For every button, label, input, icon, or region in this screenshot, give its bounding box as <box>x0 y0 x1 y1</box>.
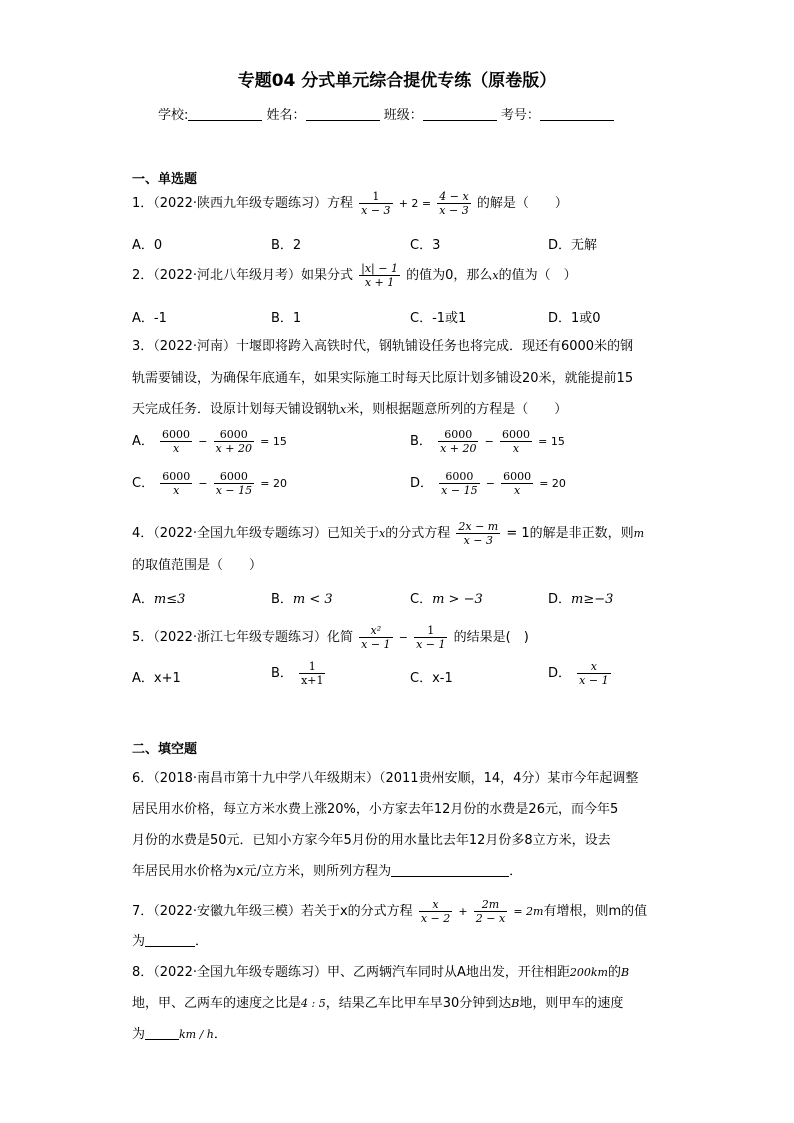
q1-option-b[interactable]: B．2 <box>271 238 302 253</box>
school-blank[interactable] <box>188 108 262 121</box>
name-label: 姓名： <box>266 108 306 123</box>
q6-answer-blank[interactable] <box>391 864 509 877</box>
q1-option-a[interactable]: A．0 <box>132 238 163 253</box>
question-6-line-2: 居民用水价格，每立方米水费上涨20%，小方家去年12月份的水费是26元，而今年5 <box>132 802 619 817</box>
fraction: $\frac{|x| - 1}{x + 1}$ <box>361 262 398 289</box>
school-label: 学校: <box>158 108 189 123</box>
question-4-line-1: 4．（2022·全国九年级专题练习）已知关于x的分式方程 $\frac{2x - m}{x - 3}$ = 1的解是非正数，则m <box>132 520 645 547</box>
q2-option-d[interactable]: D．1或0 <box>548 311 601 326</box>
q5-option-d[interactable]: D． $\frac{x}{x - 1}$ <box>548 660 609 687</box>
student-info-line <box>158 104 614 123</box>
q5-option-a[interactable]: A．x+1 <box>132 671 181 686</box>
section-heading-fill-in: 二、填空题 <box>132 742 198 757</box>
name-blank[interactable] <box>306 108 380 121</box>
q4-option-c[interactable]: C．m > −3 <box>410 592 483 607</box>
question-6-line-1: 6．（2018·南昌市第十九中学八年级期末）（2011贵州安顺，14，4分）某市今年起调整 <box>132 771 639 786</box>
q7-answer-blank[interactable] <box>145 934 195 947</box>
q4-option-a[interactable]: A．m≤3 <box>132 592 186 607</box>
section-heading-single-choice: 一、单选题 <box>132 172 198 187</box>
number-blank[interactable] <box>540 108 614 121</box>
q2-option-c[interactable]: C．-1或1 <box>410 311 467 326</box>
class-label: 班级： <box>383 108 423 123</box>
fraction: $\frac{4 - x}{x - 3}$ <box>439 190 469 217</box>
question-2: 2．（2022·河北八年级月考）如果分式 $\frac{|x| - 1}{x + 1}$ 的值为0，那么x的值为（ ） <box>132 262 577 289</box>
number-label: 考号： <box>500 108 540 123</box>
q3-option-d[interactable]: D． $\frac{6000}{x - 15}$ − $\frac{6000}{x}$ = 20 <box>410 470 566 497</box>
q3-option-c[interactable]: C． $\frac{6000}{x}$ − $\frac{6000}{x - 15}$ = 20 <box>132 470 287 497</box>
question-1: 1．（2022·陕西九年级专题练习）方程 $\frac{1}{x - 3}$ + 2 = $\frac{4 - x}{x - 3}$ 的解是（ ） <box>132 190 568 217</box>
q5-option-b[interactable]: B． $\frac{1}{x+1}$ <box>271 660 324 687</box>
question-7-line-2: 为 ． <box>132 934 209 949</box>
question-3-line-1: 3．（2022·河南）十堰即将跨入高铁时代，钢轨铺设任务也将完成．现还有6000米的钢 <box>132 339 634 354</box>
q2-option-a[interactable]: A．-1 <box>132 311 167 326</box>
question-6-line-4: 年居民用水价格为x元/立方米，则所列方程为 ． <box>132 864 523 879</box>
q2-option-b[interactable]: B．1 <box>271 311 302 326</box>
question-8-line-1: 8．（2022·全国九年级专题练习）甲、乙两辆汽车同时从A地出发，开往相距200km的B <box>132 965 630 980</box>
class-blank[interactable] <box>423 108 497 121</box>
q4-option-b[interactable]: B．m < 3 <box>271 592 333 607</box>
q3-option-a[interactable]: A． $\frac{6000}{x}$ − $\frac{6000}{x + 20}$ = 15 <box>132 428 287 455</box>
question-7-line-1: 7．（2022·安徽九年级三模）若关于x的分式方程 $\frac{x}{x - 2}$ + $\frac{2m}{2 - x}$ = 2m有增根，则m的值 <box>132 898 648 925</box>
question-4-line-2: 的取值范围是（ ） <box>132 558 263 573</box>
q4-option-d[interactable]: D．m≥−3 <box>548 592 614 607</box>
q1-option-c[interactable]: C．3 <box>410 238 441 253</box>
q8-answer-blank[interactable] <box>145 1027 179 1040</box>
question-3-line-3: 天完成任务．设原计划每天铺设钢轨x米，则根据题意所列的方程是（ ） <box>132 402 568 417</box>
question-3-line-2: 轨需要铺设，为确保年底通车，如果实际施工时每天比原计划多铺设20米，就能提前15 <box>132 371 634 386</box>
q5-option-c[interactable]: C．x-1 <box>410 671 453 686</box>
question-6-line-3: 月份的水费是50元．已知小方家今年5月份的用水量比去年12月份多8立方米，设去 <box>132 833 611 848</box>
question-5: 5．（2022·浙江七年级专题练习）化简 $\frac{\text{x²}}{x - 1}$ − $\frac{1}{x - 1}$ 的结果是( ) <box>132 624 529 651</box>
question-8-line-2: 地，甲、乙两车的速度之比是4 : 5，结果乙车比甲车早30分钟到达B地，则甲车的速度 <box>132 996 624 1011</box>
q3-option-b[interactable]: B． $\frac{6000}{x + 20}$ − $\frac{6000}{x}$ = 15 <box>410 428 565 455</box>
fraction: $\frac{1}{x - 3}$ <box>361 190 391 217</box>
question-8-line-3: 为 km / h． <box>132 1027 227 1042</box>
page-title: 专题04 分式单元综合提优专练（原卷版） <box>237 71 557 91</box>
q1-option-d[interactable]: D．无解 <box>548 238 598 253</box>
